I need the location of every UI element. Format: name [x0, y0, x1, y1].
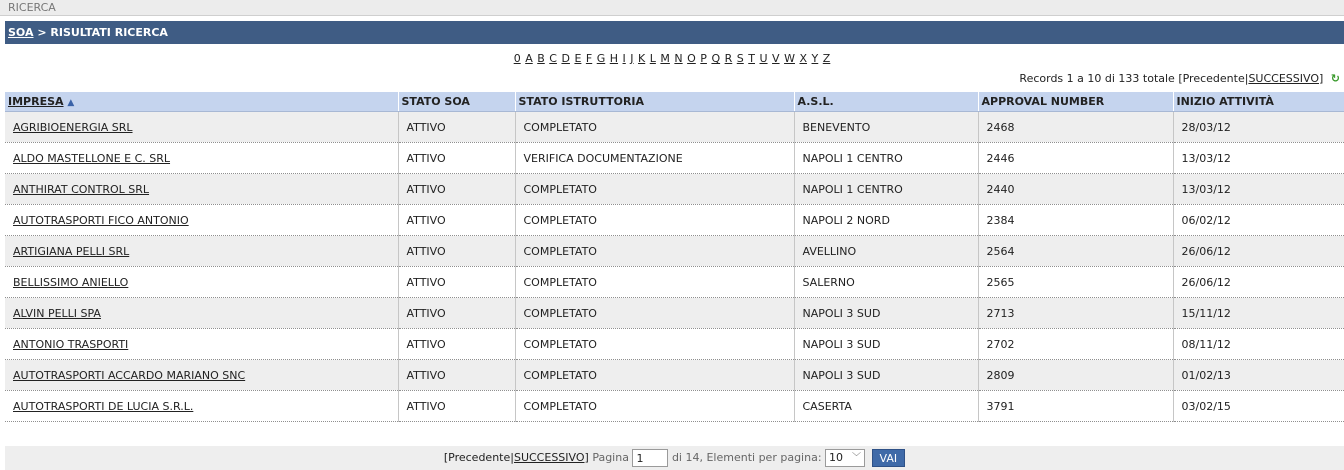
sort-ascending-icon: ▲ — [67, 98, 75, 108]
cell-approval-number: 2564 — [978, 236, 1173, 267]
impresa-link[interactable]: ALVIN PELLI SPA — [13, 306, 101, 320]
alphabet-filter — [0, 52, 1344, 66]
pager-of-label: di 14, Elementi per pagina: — [671, 451, 822, 464]
table-row — [5, 298, 1344, 329]
cell-inizio-attivita: 03/02/15 — [1173, 391, 1344, 422]
cell-stato-istruttoria: COMPLETATO — [515, 360, 794, 391]
cell-approval-number: 2713 — [978, 298, 1173, 329]
alphabet-letter-link[interactable]: M — [660, 52, 670, 65]
pager-close: ] — [584, 451, 589, 464]
cell-asl: SALERNO — [794, 267, 978, 298]
column-header-approval-number: APPROVAL NUMBER — [978, 92, 1173, 112]
cell-approval-number: 3791 — [978, 391, 1173, 422]
cell-inizio-attivita: 28/03/12 — [1173, 112, 1344, 143]
impresa-link[interactable]: AUTOTRASPORTI ACCARDO MARIANO SNC — [13, 368, 246, 382]
cell-inizio-attivita: 13/03/12 — [1173, 143, 1344, 174]
breadcrumb-current: RISULTATI RICERCA — [50, 26, 168, 39]
table-row — [5, 143, 1344, 174]
alphabet-letter-link[interactable]: F — [585, 52, 593, 65]
cell-stato-soa: ATTIVO — [398, 298, 515, 329]
cell-asl: NAPOLI 3 SUD — [794, 360, 978, 391]
alphabet-letter-link[interactable]: U — [759, 52, 768, 65]
column-header-impresa[interactable] — [5, 92, 398, 112]
alphabet-letter-link[interactable]: I — [622, 52, 626, 65]
cell-impresa — [5, 236, 398, 267]
table-row — [5, 205, 1344, 236]
alphabet-letter-link[interactable]: E — [574, 52, 582, 65]
alphabet-letter-link[interactable]: G — [596, 52, 606, 65]
refresh-icon[interactable]: ↻ — [1330, 72, 1340, 85]
pager-prev: [Precedente| — [443, 451, 514, 464]
cell-inizio-attivita: 26/06/12 — [1173, 267, 1344, 298]
cell-impresa — [5, 174, 398, 205]
cell-stato-istruttoria: COMPLETATO — [515, 391, 794, 422]
cell-impresa — [5, 298, 398, 329]
results-table — [5, 92, 1344, 422]
cell-inizio-attivita: 13/03/12 — [1173, 174, 1344, 205]
cell-approval-number: 2702 — [978, 329, 1173, 360]
cell-approval-number: 2440 — [978, 174, 1173, 205]
records-summary-close: ] — [1318, 72, 1324, 85]
breadcrumb-separator: > — [33, 26, 51, 39]
cell-impresa — [5, 391, 398, 422]
alphabet-letter-link[interactable]: P — [700, 52, 707, 65]
alphabet-letter-link[interactable]: Q — [711, 52, 721, 65]
cell-inizio-attivita: 08/11/12 — [1173, 329, 1344, 360]
impresa-link[interactable]: BELLISSIMO ANIELLO — [13, 275, 129, 289]
alphabet-letter-link[interactable]: H — [609, 52, 619, 65]
cell-stato-soa: ATTIVO — [398, 174, 515, 205]
cell-asl: BENEVENTO — [794, 112, 978, 143]
cell-stato-istruttoria: COMPLETATO — [515, 112, 794, 143]
cell-approval-number: 2384 — [978, 205, 1173, 236]
impresa-link[interactable]: ALDO MASTELLONE E C. SRL — [13, 151, 171, 165]
go-button[interactable]: VAI — [872, 449, 906, 467]
cell-impresa — [5, 329, 398, 360]
table-row — [5, 267, 1344, 298]
cell-inizio-attivita: 01/02/13 — [1173, 360, 1344, 391]
records-next-link[interactable]: SUCCESSIVO — [1248, 72, 1319, 85]
column-header-asl: A.S.L. — [794, 92, 978, 112]
column-header-stato-istruttoria: STATO ISTRUTTORIA — [515, 92, 794, 112]
cell-impresa — [5, 205, 398, 236]
impresa-link[interactable]: AUTOTRASPORTI FICO ANTONIO — [13, 213, 189, 227]
cell-stato-istruttoria: COMPLETATO — [515, 236, 794, 267]
topbar — [0, 0, 1344, 16]
cell-stato-istruttoria: COMPLETATO — [515, 174, 794, 205]
table-row — [5, 360, 1344, 391]
cell-inizio-attivita: 15/11/12 — [1173, 298, 1344, 329]
table-row — [5, 174, 1344, 205]
table-row — [5, 112, 1344, 143]
alphabet-letter-link[interactable]: W — [784, 52, 795, 65]
pager-next-link[interactable]: SUCCESSIVO — [513, 451, 585, 464]
alphabet-letter-link[interactable]: J — [630, 52, 634, 65]
cell-stato-soa: ATTIVO — [398, 236, 515, 267]
breadcrumb — [5, 21, 1344, 44]
page-number-input[interactable]: 1 — [632, 449, 668, 467]
table-header-row — [5, 92, 1344, 112]
cell-stato-soa: ATTIVO — [398, 205, 515, 236]
column-header-stato-soa: STATO SOA — [398, 92, 515, 112]
cell-inizio-attivita: 06/02/12 — [1173, 205, 1344, 236]
alphabet-letter-link[interactable]: A — [525, 52, 533, 65]
table-row — [5, 391, 1344, 422]
cell-asl: NAPOLI 3 SUD — [794, 298, 978, 329]
cell-stato-istruttoria: COMPLETATO — [515, 267, 794, 298]
cell-stato-soa: ATTIVO — [398, 267, 515, 298]
alphabet-letter-link[interactable]: B — [537, 52, 545, 65]
topbar-label: RICERCA — [8, 1, 56, 14]
alphabet-letter-link[interactable]: R — [724, 52, 733, 65]
cell-asl: CASERTA — [794, 391, 978, 422]
alphabet-letter-link[interactable]: V — [772, 52, 780, 65]
table-row — [5, 236, 1344, 267]
cell-asl: AVELLINO — [794, 236, 978, 267]
items-per-page-select[interactable] — [825, 449, 865, 467]
cell-impresa — [5, 112, 398, 143]
cell-impresa — [5, 267, 398, 298]
cell-stato-soa: ATTIVO — [398, 112, 515, 143]
records-summary — [1019, 72, 1340, 86]
cell-stato-soa: ATTIVO — [398, 329, 515, 360]
alphabet-letter-link[interactable]: 0 — [513, 52, 521, 65]
cell-stato-istruttoria: COMPLETATO — [515, 298, 794, 329]
alphabet-letter-link[interactable]: Z — [822, 52, 831, 65]
cell-stato-soa: ATTIVO — [398, 360, 515, 391]
cell-approval-number: 2468 — [978, 112, 1173, 143]
cell-approval-number: 2565 — [978, 267, 1173, 298]
cell-asl: NAPOLI 1 CENTRO — [794, 174, 978, 205]
cell-inizio-attivita: 26/06/12 — [1173, 236, 1344, 267]
pager-page-label: Pagina — [592, 451, 629, 464]
impresa-link[interactable]: ANTONIO TRASPORTI — [13, 337, 129, 351]
cell-asl: NAPOLI 1 CENTRO — [794, 143, 978, 174]
alphabet-letter-link[interactable]: N — [674, 52, 683, 65]
cell-asl: NAPOLI 2 NORD — [794, 205, 978, 236]
impresa-link[interactable]: ARTIGIANA PELLI SRL — [13, 244, 130, 258]
alphabet-letter-link[interactable]: S — [736, 52, 744, 65]
cell-stato-istruttoria: VERIFICA DOCUMENTAZIONE — [515, 143, 794, 174]
alphabet-letter-link[interactable]: D — [561, 52, 570, 65]
alphabet-letter-link[interactable]: L — [649, 52, 656, 65]
cell-approval-number: 2809 — [978, 360, 1173, 391]
cell-stato-istruttoria: COMPLETATO — [515, 205, 794, 236]
impresa-link[interactable]: AUTOTRASPORTI DE LUCIA S.R.L. — [13, 399, 194, 413]
breadcrumb-soa-link[interactable]: SOA — [8, 26, 34, 39]
cell-impresa — [5, 143, 398, 174]
cell-stato-istruttoria: COMPLETATO — [515, 329, 794, 360]
pagination-bar — [5, 446, 1344, 470]
alphabet-letter-link[interactable]: O — [687, 52, 696, 65]
cell-stato-soa: ATTIVO — [398, 391, 515, 422]
table-row — [5, 329, 1344, 360]
impresa-sort-link[interactable]: IMPRESA — [8, 95, 64, 108]
alphabet-letter-link[interactable]: Y — [811, 52, 819, 65]
cell-stato-soa: ATTIVO — [398, 143, 515, 174]
items-per-page-value: 10 — [829, 451, 844, 464]
cell-impresa — [5, 360, 398, 391]
cell-approval-number: 2446 — [978, 143, 1173, 174]
impresa-link[interactable]: ANTHIRAT CONTROL SRL — [13, 182, 150, 196]
alphabet-letter-link[interactable]: C — [549, 52, 557, 65]
records-summary-text: Records 1 a 10 di 133 totale [Precedente| — [1019, 72, 1249, 85]
alphabet-letter-link[interactable]: K — [638, 52, 646, 65]
column-header-inizio-attivita: INIZIO ATTIVITÀ — [1173, 92, 1344, 112]
alphabet-letter-link[interactable]: T — [748, 52, 755, 65]
impresa-link[interactable]: AGRIBIOENERGIA SRL — [13, 120, 133, 134]
cell-asl: NAPOLI 3 SUD — [794, 329, 978, 360]
chevron-down-icon: ﹀ — [852, 453, 862, 463]
alphabet-letter-link[interactable]: X — [799, 52, 808, 65]
